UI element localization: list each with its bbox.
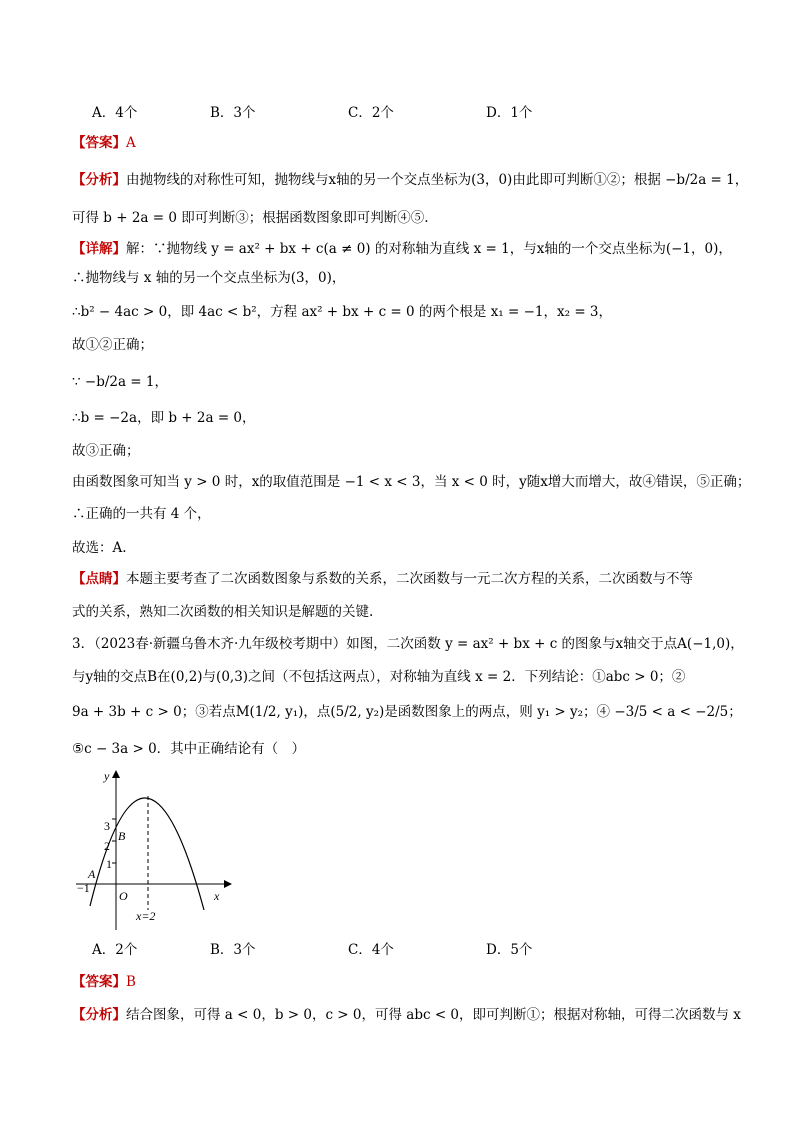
q3-stem-line-2: 与y轴的交点B在(0,2)与(0,3)之间（不包括这两点），对称轴为直线 x = 2．下列结论：①abc > 0；②	[72, 669, 686, 685]
answer-value: B	[126, 974, 136, 990]
q3-analysis-line-1	[72, 1005, 741, 1025]
q3-stem-line-4: ⑤c − 3a > 0．其中正确结论有（ ）	[72, 741, 306, 757]
q2-option-c: C．2个	[348, 105, 394, 121]
comment-text: 本题主要考查了二次函数图象与系数的关系，二次函数与一元二次方程的关系，二次函数与不等	[126, 571, 693, 587]
tick-label-neg1: −1	[77, 881, 90, 895]
q2-comment-line-2: 式的关系，熟知二次函数的相关知识是解题的关键.	[72, 604, 374, 620]
parabola-curve	[90, 798, 204, 910]
tick-label-2: 2	[104, 839, 110, 853]
q2-detail-line-10: 故选：A.	[72, 540, 127, 556]
q2-detail-line-1	[72, 239, 734, 259]
tick-label-3: 3	[104, 819, 110, 833]
q2-answer	[72, 133, 734, 153]
q3-option-a: A．2个	[92, 942, 138, 958]
origin-label: O	[119, 889, 128, 903]
q2-option-b: B．3个	[210, 105, 256, 121]
q2-detail-line-7: 故③正确；	[72, 443, 140, 459]
point-b-label: B	[118, 829, 126, 843]
q3-option-b: B．3个	[210, 942, 256, 958]
answer-tag: 【答案】	[72, 974, 126, 990]
analysis-tag: 【分析】	[72, 172, 126, 188]
q3-answer	[72, 972, 734, 992]
q2-detail-line-8: 由函数图象可知当 y > 0 时，x的取值范围是 −1 < x < 3，当 x < 0 时，y随x增大而增大，故④错误，⑤正确；	[72, 474, 751, 490]
y-axis-arrow	[112, 770, 120, 778]
q2-options	[92, 101, 692, 121]
q3-option-d: D．5个	[486, 942, 533, 958]
q2-analysis-line-1	[72, 170, 749, 190]
q2-detail-line-9: ∴正确的一共有 4 个，	[72, 506, 211, 522]
q2-option-a: A．4个	[92, 105, 138, 121]
q3-stem-line-1: 3．（2023春·新疆乌鲁木齐·九年级校考期中）如图，二次函数 y = ax² + bx + c 的图象与x轴交于点A(−1,0)，	[72, 636, 744, 652]
y-axis-label: y	[104, 769, 110, 783]
comment-tag: 【点睛】	[72, 571, 126, 587]
answer-value: A	[126, 135, 136, 151]
x-axis-label: x	[214, 889, 220, 903]
q2-detail-line-3: ∴b² − 4ac > 0，即 4ac < b²，方程 ax² + bx + c = 0 的两个根是 x₁ = −1，x₂ = 3，	[72, 304, 613, 320]
q3-option-c: C．4个	[348, 942, 394, 958]
detail-text: 解：∵抛物线 y = ax² + bx + c(a ≠ 0) 的对称轴为直线 x = 1，与x轴的一个交点坐标为(−1，0)，	[126, 241, 732, 257]
symmetry-axis-label: x=2	[136, 909, 156, 923]
q2-detail-line-6: ∴b = −2a，即 b + 2a = 0，	[72, 410, 256, 426]
q2-option-d: D．1个	[486, 105, 533, 121]
detail-tag: 【详解】	[72, 241, 126, 257]
q2-comment-line-1	[72, 569, 734, 589]
answer-tag: 【答案】	[72, 135, 126, 151]
analysis-text: 由抛物线的对称性可知，抛物线与x轴的另一个交点坐标为(3，0)由此即可判断①②；根据 −b/2a = 1，	[126, 172, 749, 188]
q2-detail-line-4: 故①②正确；	[72, 337, 153, 353]
x-axis-arrow	[224, 880, 232, 888]
point-a-label: A	[88, 867, 96, 881]
q2-detail-line-5: ∵ −b/2a = 1，	[72, 374, 169, 390]
parabola-figure	[72, 760, 232, 930]
analysis-tag: 【分析】	[72, 1007, 126, 1023]
q2-analysis-line-2: 可得 b + 2a = 0 即可判断③；根据函数图象即可判断④⑤.	[72, 210, 429, 226]
q2-detail-line-2: ∴抛物线与 x 轴的另一个交点坐标为(3，0)，	[72, 270, 346, 286]
q3-options	[92, 938, 692, 958]
tick-label-1: 1	[106, 857, 112, 871]
q3-stem-line-3: 9a + 3b + c > 0；③若点M(1/2, y₁)，点(5/2, y₂)是函数图象上的两点，则 y₁ > y₂；④ −3/5 < a < −2/5；	[72, 704, 742, 720]
analysis-text: 结合图象，可得 a < 0，b > 0，c > 0，可得 abc < 0，即可判断①；根据对称轴，可得二次函数与 x	[126, 1007, 741, 1023]
